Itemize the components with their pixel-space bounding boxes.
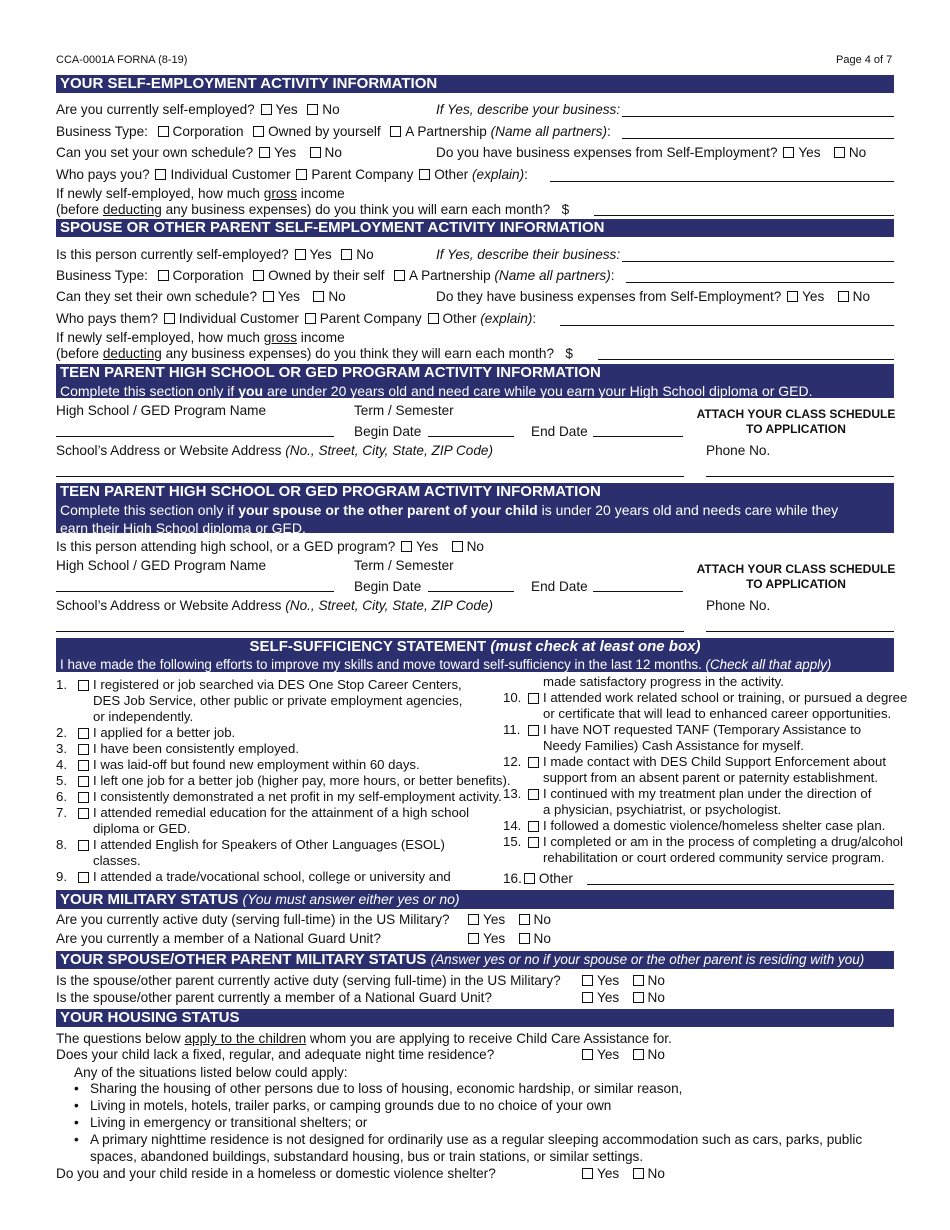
self-sufficiency-left-item-text: DES Job Service, other public or private employment agencies, xyxy=(93,693,463,708)
self-sufficiency-left-item-text: I registered or job searched via DES One Stop Career Centers, xyxy=(93,677,462,692)
spouse-business-corporation-checkbox[interactable] xyxy=(158,270,169,281)
program-name-field[interactable] xyxy=(56,436,334,437)
shelter-question: Do you and your child reside in a homeless or domestic violence shelter? xyxy=(56,1166,496,1181)
self-sufficiency-left-item-checkbox[interactable] xyxy=(78,872,89,883)
self-sufficiency-left-item-number: 7. xyxy=(56,805,67,820)
self-sufficiency-right-item-text: rehabilitation or court ordered community service program. xyxy=(543,850,885,865)
self-sufficiency-left-item-checkbox[interactable] xyxy=(78,744,89,755)
self-sufficiency-left-item-checkbox[interactable] xyxy=(78,680,89,691)
self-sufficiency-right-item-number: 10. xyxy=(503,690,522,705)
national-guard-no-checkbox[interactable] xyxy=(519,933,530,944)
self-sufficiency-right-item-checkbox[interactable] xyxy=(528,693,539,704)
spouse-active-duty-no-checkbox[interactable] xyxy=(633,975,644,986)
phone-label: Phone No. xyxy=(706,443,771,458)
business-type-row: Business Type: Corporation Owned by yourself A Partnership (Name all partners): xyxy=(56,124,611,139)
bullet-icon: • xyxy=(74,1098,79,1113)
spouse-own-schedule-no-checkbox[interactable] xyxy=(313,291,324,302)
self-sufficiency-left-item-number: 2. xyxy=(56,725,67,740)
self-sufficiency-left-item-number: 9. xyxy=(56,869,67,884)
other-checkbox[interactable] xyxy=(524,873,535,884)
self-sufficiency-right-item-text: I made contact with DES Child Support Enforcement about xyxy=(543,754,887,769)
housing-bullet-item: Living in motels, hotels, trailer parks, or camping grounds due to no choice of your own xyxy=(90,1098,612,1113)
describe-business-field[interactable] xyxy=(622,116,894,117)
self-sufficiency-left-item-number: 3. xyxy=(56,741,67,756)
spouse-phone-field[interactable] xyxy=(706,631,894,632)
housing-bullet-item: A primary nighttime residence is not designed for ordinarily use as a regular sleeping accommodation such as cars, parks, public xyxy=(90,1132,863,1147)
spouse-business-expenses-yes-checkbox[interactable] xyxy=(787,291,798,302)
self-sufficiency-left-item-text: I attended remedial education for the attainment of a high school xyxy=(93,805,470,820)
self-sufficiency-left-item-checkbox[interactable] xyxy=(78,808,89,819)
self-sufficiency-right-item-text: I completed or am in the process of completing a drug/alcohol xyxy=(543,834,903,849)
self-sufficiency-left-item-text: I attended a trade/vocational school, college or university and xyxy=(93,869,451,884)
spouse-school-address-field[interactable] xyxy=(56,631,684,632)
school-address-field[interactable] xyxy=(56,476,684,477)
self-sufficiency-right-item-text: I followed a domestic violence/homeless shelter case plan. xyxy=(543,818,886,833)
teen-parent-subtitle: Complete this section only if you are under 20 years old and need care while you earn your High School diploma or GED. xyxy=(60,383,813,399)
national-guard-yes-checkbox[interactable] xyxy=(468,933,479,944)
self-sufficiency-left-item-text: I applied for a better job. xyxy=(93,725,236,740)
night-residence-yes-checkbox[interactable] xyxy=(582,1049,593,1060)
spouse-business-type-row: Business Type: Corporation Owned by their self A Partnership (Name all partners): xyxy=(56,268,615,283)
spouse-military-header: YOUR SPOUSE/OTHER PARENT MILITARY STATUS (Answer yes or no if your spouse or the other parent is residing with you) xyxy=(56,951,894,969)
self-sufficiency-left-item-text: I have been consistently employed. xyxy=(93,741,299,756)
who-pays-parent-company-checkbox[interactable] xyxy=(296,169,307,180)
spouse-program-name-field[interactable] xyxy=(56,591,334,592)
self-sufficiency-right-item-text: support from an absent parent or paternity establishment. xyxy=(543,770,878,785)
self-sufficiency-left-item-text: I consistently demonstrated a net profit in my self-employment activity. xyxy=(93,789,502,804)
teen-parent-spouse-subtitle: Complete this section only if your spouse or the other parent of your child is under 20 years old and needs care while they xyxy=(60,502,839,518)
self-sufficiency-left-item-checkbox[interactable] xyxy=(78,792,89,803)
shelter-options: Yes No xyxy=(580,1166,665,1182)
spouse-who-pays-individual-checkbox[interactable] xyxy=(164,313,175,324)
spouse-national-guard-yes-checkbox[interactable] xyxy=(582,992,593,1003)
active-duty-question: Are you currently active duty (serving full-time) in the US Military? xyxy=(56,912,450,927)
spouse-national-guard-options: Yes No xyxy=(580,990,665,1006)
spouse-who-pays-other-checkbox[interactable] xyxy=(428,313,439,324)
self-sufficiency-left-item-number: 6. xyxy=(56,789,67,804)
shelter-no-checkbox[interactable] xyxy=(633,1168,644,1179)
own-schedule-yes-checkbox[interactable] xyxy=(259,147,270,158)
self-sufficiency-right-item-text: a physician, psychiatrist, or psychologist. xyxy=(543,802,782,817)
term-semester-label: Term / Semester xyxy=(354,403,454,418)
program-name-label: High School / GED Program Name xyxy=(56,403,267,418)
self-sufficiency-right-item-text: I continued with my treatment plan under the direction of xyxy=(543,786,872,801)
housing-intro: The questions below apply to the children whom you are applying to receive Child Care Assistance for. xyxy=(56,1031,672,1046)
begin-date-field[interactable] xyxy=(428,436,514,437)
housing-bullet-4-continuation: spaces, abandoned buildings, substandard housing, bus or train stations, or similar settings. xyxy=(90,1149,644,1164)
self-sufficiency-right-item-checkbox[interactable] xyxy=(528,789,539,800)
who-pays-them-row: Who pays them? Individual Customer Parent Company Other (explain): xyxy=(56,311,537,326)
self-sufficiency-left-item-text: or independently. xyxy=(93,709,194,724)
spouse-describe-business-label: If Yes, describe their business: xyxy=(436,247,621,262)
self-sufficiency-left-item-number: 4. xyxy=(56,757,67,772)
business-corporation-checkbox[interactable] xyxy=(158,126,169,137)
business-expenses-no-checkbox[interactable] xyxy=(834,147,845,158)
teen-parent-spouse-subtitle-2: earn their High School diploma or GED. xyxy=(60,520,306,536)
self-sufficiency-right-item-text: I have NOT requested TANF (Temporary Assistance to xyxy=(543,722,862,737)
self-sufficiency-right-item-number: 14. xyxy=(503,818,522,833)
active-duty-options: Yes No xyxy=(466,912,551,928)
spouse-national-guard-question: Is the spouse/other parent currently a member of a National Guard Unit? xyxy=(56,990,492,1005)
attending-school-yes-checkbox[interactable] xyxy=(401,541,412,552)
teen-parent-title: TEEN PARENT HIGH SCHOOL OR GED PROGRAM ACTIVITY INFORMATION xyxy=(60,364,601,381)
self-sufficiency-right-item-number: 13. xyxy=(503,786,522,801)
spouse-self-employed-question: Is this person currently self-employed? Yes No xyxy=(56,247,374,262)
spouse-monthly-income-field[interactable] xyxy=(598,359,894,360)
self-sufficiency-right-item-number: 15. xyxy=(503,834,522,849)
spouse-own-schedule-yes-checkbox[interactable] xyxy=(263,291,274,302)
who-pays-other-field[interactable] xyxy=(550,181,894,182)
who-pays-other-checkbox[interactable] xyxy=(419,169,430,180)
own-schedule-no-checkbox[interactable] xyxy=(310,147,321,158)
business-partnership-checkbox[interactable] xyxy=(390,126,401,137)
phone-field[interactable] xyxy=(706,476,894,477)
national-guard-options: Yes No xyxy=(466,931,551,947)
self-sufficiency-left-item-text: I attended English for Speakers of Other Languages (ESOL) xyxy=(93,837,445,852)
self-sufficiency-right-item-checkbox[interactable] xyxy=(528,821,539,832)
self-sufficiency-left-item-number: 8. xyxy=(56,837,67,852)
other-item: 16. Other xyxy=(503,871,573,886)
spouse-begin-date-field[interactable] xyxy=(428,591,514,592)
spouse-who-pays-parent-company-checkbox[interactable] xyxy=(305,313,316,324)
spouse-phone-label: Phone No. xyxy=(706,598,771,613)
business-expenses-yes-checkbox[interactable] xyxy=(783,147,794,158)
monthly-income-field[interactable] xyxy=(594,215,894,216)
spouse-school-address-label: School’s Address or Website Address (No., Street, City, State, ZIP Code) xyxy=(56,598,493,613)
self-sufficiency-right-item-number: 11. xyxy=(503,722,521,737)
bullet-icon: • xyxy=(74,1115,79,1130)
spouse-income-question-line1: If newly self-employed, how much gross income xyxy=(56,330,345,345)
national-guard-question: Are you currently a member of a National Guard Unit? xyxy=(56,931,381,946)
business-owned-checkbox[interactable] xyxy=(253,126,264,137)
spouse-end-date-field[interactable] xyxy=(593,591,683,592)
night-residence-question: Does your child lack a fixed, regular, and adequate night time residence? xyxy=(56,1047,495,1062)
other-field[interactable] xyxy=(587,884,894,885)
self-sufficiency-left-item-text: I left one job for a better job (higher pay, more hours, or better benefits). xyxy=(93,773,511,788)
self-sufficiency-right-item-text: I attended work related school or training, or pursued a degree xyxy=(543,690,908,705)
self-sufficiency-left-item-number: 5. xyxy=(56,773,67,788)
attending-school-no-checkbox[interactable] xyxy=(452,541,463,552)
income-question-line1: If newly self-employed, how much gross income xyxy=(56,186,345,201)
spouse-partners-field[interactable] xyxy=(626,282,894,283)
spouse-term-semester-label: Term / Semester xyxy=(354,558,454,573)
spouse-business-owned-checkbox[interactable] xyxy=(253,270,264,281)
housing-bullet-item: Living in emergency or transitional shelters; or xyxy=(90,1115,368,1130)
school-address-label: School’s Address or Website Address (No., Street, City, State, ZIP Code) xyxy=(56,443,493,458)
self-employment-header: YOUR SELF-EMPLOYMENT ACTIVITY INFORMATION xyxy=(56,75,894,93)
end-date-label: End Date xyxy=(531,424,588,439)
spouse-begin-date-label: Begin Date xyxy=(354,579,422,594)
night-residence-no-checkbox[interactable] xyxy=(633,1049,644,1060)
self-sufficiency-left-item-text: diploma or GED. xyxy=(93,821,191,836)
spouse-income-question-line2: (before deducting any business expenses) do you think they will earn each month? $ xyxy=(56,346,573,361)
who-pays-individual-checkbox[interactable] xyxy=(155,169,166,180)
form-id: CCA-0001A FORNA (8-19) xyxy=(56,54,188,66)
shelter-yes-checkbox[interactable] xyxy=(582,1168,593,1179)
self-sufficiency-left-item-number: 1. xyxy=(56,677,67,692)
spouse-business-expenses-question: Do they have business expenses from Self-Employment? Yes No xyxy=(436,289,871,304)
income-question-line2: (before deducting any business expenses) do you think you will earn each month? $ xyxy=(56,202,570,217)
self-sufficiency-right-item-text: or certificate that will lead to enhanced career opportunities. xyxy=(543,706,892,721)
self-sufficiency-right-item-number: 12. xyxy=(503,754,522,769)
spouse-active-duty-yes-checkbox[interactable] xyxy=(582,975,593,986)
self-sufficiency-right-item-checkbox[interactable] xyxy=(528,725,539,736)
self-sufficiency-left-item-text: I was laid-off but found new employment within 60 days. xyxy=(93,757,420,772)
self-employed-yes-checkbox[interactable] xyxy=(261,104,272,115)
self-sufficiency-header xyxy=(56,638,894,672)
self-sufficiency-left-item-text: classes. xyxy=(93,853,141,868)
self-sufficiency-left-item-checkbox[interactable] xyxy=(78,728,89,739)
situations-intro: Any of the situations listed below could apply: xyxy=(74,1065,348,1080)
spouse-self-employment-header: SPOUSE OR OTHER PARENT SELF-EMPLOYMENT ACTIVITY INFORMATION xyxy=(56,219,894,237)
partners-field[interactable] xyxy=(622,138,894,139)
spouse-business-partnership-checkbox[interactable] xyxy=(394,270,405,281)
spouse-business-expenses-no-checkbox[interactable] xyxy=(838,291,849,302)
bullet-icon: • xyxy=(74,1081,79,1096)
spouse-active-duty-question: Is the spouse/other parent currently active duty (serving full-time) in the US Military? xyxy=(56,973,561,988)
teen-parent-spouse-title: TEEN PARENT HIGH SCHOOL OR GED PROGRAM ACTIVITY INFORMATION xyxy=(60,483,601,500)
spouse-attach-schedule-note: ATTACH YOUR CLASS SCHEDULE TO APPLICATION xyxy=(696,562,896,591)
attach-schedule-note: ATTACH YOUR CLASS SCHEDULE TO APPLICATION xyxy=(696,407,896,436)
business-expenses-question: Do you have business expenses from Self-Employment? Yes No xyxy=(436,145,867,160)
active-duty-no-checkbox[interactable] xyxy=(519,914,530,925)
spouse-describe-business-field[interactable] xyxy=(622,261,894,262)
self-sufficiency-right-item-checkbox[interactable] xyxy=(528,837,539,848)
spouse-active-duty-options: Yes No xyxy=(580,973,665,989)
own-schedule-question: Can you set your own schedule? Yes No xyxy=(56,145,342,160)
teen-parent-spouse-header xyxy=(56,483,894,536)
spouse-who-pays-other-field[interactable] xyxy=(560,325,894,326)
attending-school-question: Is this person attending high school, or a GED program? Yes No xyxy=(56,539,484,554)
page-number: Page 4 of 7 xyxy=(836,54,893,66)
self-employed-no-checkbox[interactable] xyxy=(307,104,318,115)
self-sufficiency-left-item-checkbox[interactable] xyxy=(78,840,89,851)
self-sufficiency-right-item-checkbox[interactable] xyxy=(528,757,539,768)
housing-header: YOUR HOUSING STATUS xyxy=(56,1009,894,1027)
spouse-national-guard-no-checkbox[interactable] xyxy=(633,992,644,1003)
spouse-self-employed-yes-checkbox[interactable] xyxy=(295,249,306,260)
self-sufficiency-left-item-checkbox[interactable] xyxy=(78,776,89,787)
item-9-continuation: made satisfactory progress in the activity. xyxy=(543,674,784,689)
self-sufficiency-title: SELF-SUFFICIENCY STATEMENT (must check at least one box) xyxy=(249,638,701,655)
military-header: YOUR MILITARY STATUS (You must answer either yes or no) xyxy=(56,890,894,909)
self-sufficiency-right-item-text: Needy Families) Cash Assistance for myself. xyxy=(543,738,804,753)
spouse-self-employed-no-checkbox[interactable] xyxy=(341,249,352,260)
bullet-icon: • xyxy=(74,1132,79,1147)
spouse-program-name-label: High School / GED Program Name xyxy=(56,558,267,573)
end-date-field[interactable] xyxy=(593,436,683,437)
self-sufficiency-subtitle: I have made the following efforts to improve my skills and move toward self-sufficiency in the last 12 months. (Check all that apply) xyxy=(60,657,832,672)
who-pays-you-row: Who pays you? Individual Customer Parent Company Other (explain): xyxy=(56,167,528,182)
describe-business-label: If Yes, describe your business: xyxy=(436,102,621,117)
self-sufficiency-left-item-checkbox[interactable] xyxy=(78,760,89,771)
teen-parent-header xyxy=(56,364,894,398)
self-employed-question: Are you currently self-employed? Yes No xyxy=(56,102,340,117)
housing-bullet-item: Sharing the housing of other persons due to loss of housing, economic hardship, or similar reason, xyxy=(90,1081,683,1096)
spouse-end-date-label: End Date xyxy=(531,579,588,594)
night-residence-options: Yes No xyxy=(580,1047,665,1063)
active-duty-yes-checkbox[interactable] xyxy=(468,914,479,925)
spouse-own-schedule-question: Can they set their own schedule? Yes No xyxy=(56,289,346,304)
begin-date-label: Begin Date xyxy=(354,424,422,439)
